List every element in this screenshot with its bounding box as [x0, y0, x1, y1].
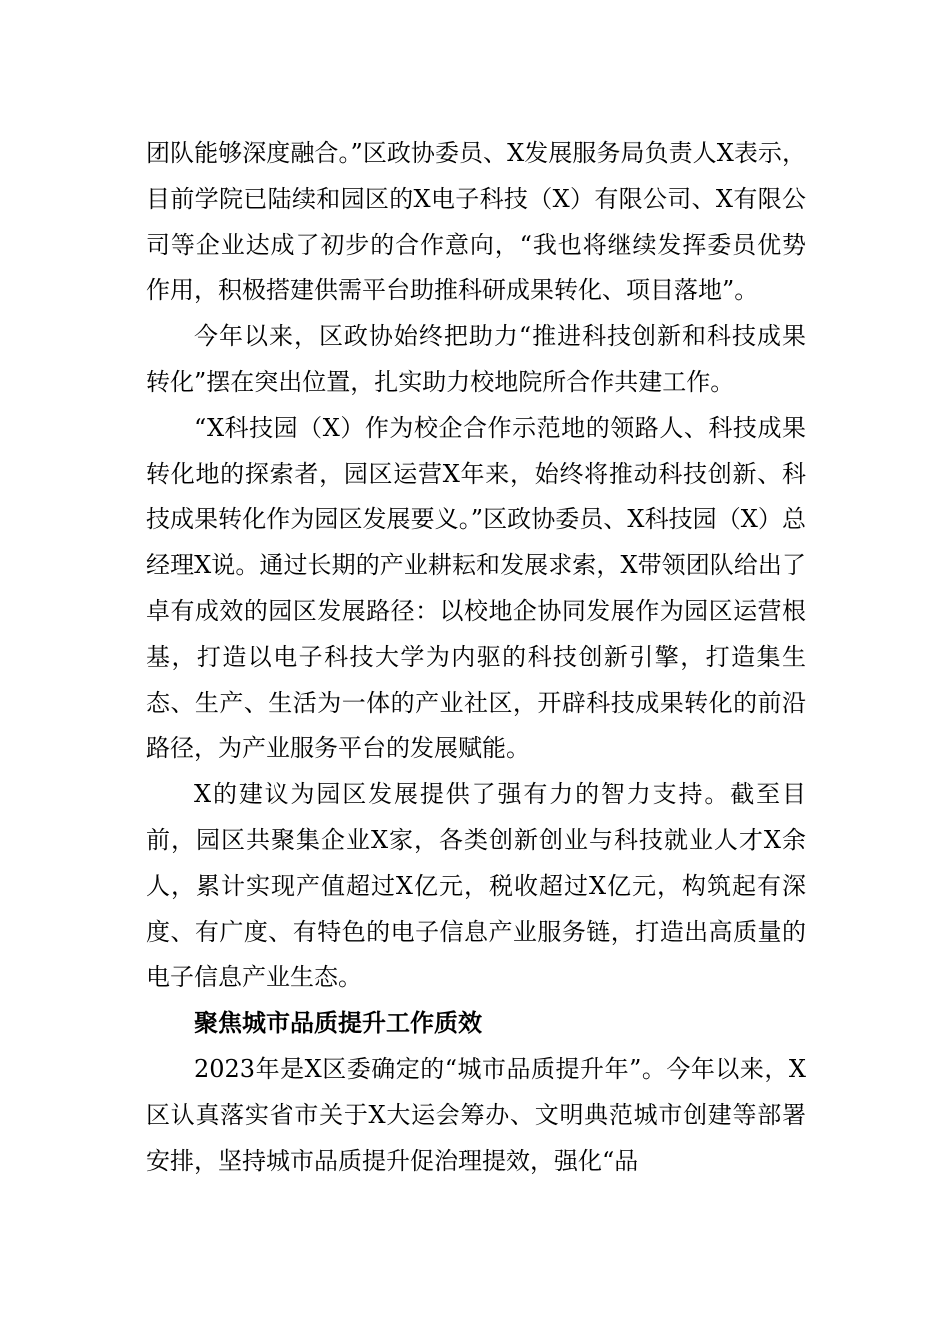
paragraph-5: 2023年是X区委确定的“城市品质提升年”。今年以来，X区认真落实省市关于X大运会筹办、文明典范城市创建等部署安排，坚持城市品质提升促治理提效，强化“品 [146, 1054, 806, 1175]
document-body [146, 131, 806, 1184]
paragraph-1: 团队能够深度融合。”区政协委员、X发展服务局负责人X表示，目前学院已陆续和园区的X电子科技（X）有限公司、X有限公司等企业达成了初步的合作意向，“我也将继续发挥委员优势作用，积极搭建供需平台助推科研成果转化、项目落地”。 [146, 139, 806, 305]
section-heading: 聚焦城市品质提升工作质效 [194, 1009, 482, 1038]
paragraph-2: 今年以来，区政协始终把助力“推进科技创新和科技成果转化”摆在突出位置，扎实助力校地院所合作共建工作。 [146, 322, 806, 396]
paragraph-3: “X科技园（X）作为校企合作示范地的领路人、科技成果转化地的探索者，园区运营X年来，始终将推动科技创新、科技成果转化作为园区发展要义。”区政协委员、X科技园（X）总经理X说。通过长期的产业耕耘和发展求索，X带领团队给出了卓有成效的园区发展路径：以校地企协同发展作为园区运营根基，打造以电子科技大学为内驱的科技创新引擎，打造集生态、生产、生活为一体的产业社区，开辟科技成果转化的前沿路径，为产业服务平台的发展赋能。 [146, 413, 806, 763]
paragraph-4: X的建议为园区发展提供了强有力的智力支持。截至目前，园区共聚集企业X家，各类创新创业与科技就业人才X余人，累计实现产值超过X亿元，税收超过X亿元，构筑起有深度、有广度、有特色的电子信息产业服务链，打造出高质量的电子信息产业生态。 [146, 780, 806, 992]
